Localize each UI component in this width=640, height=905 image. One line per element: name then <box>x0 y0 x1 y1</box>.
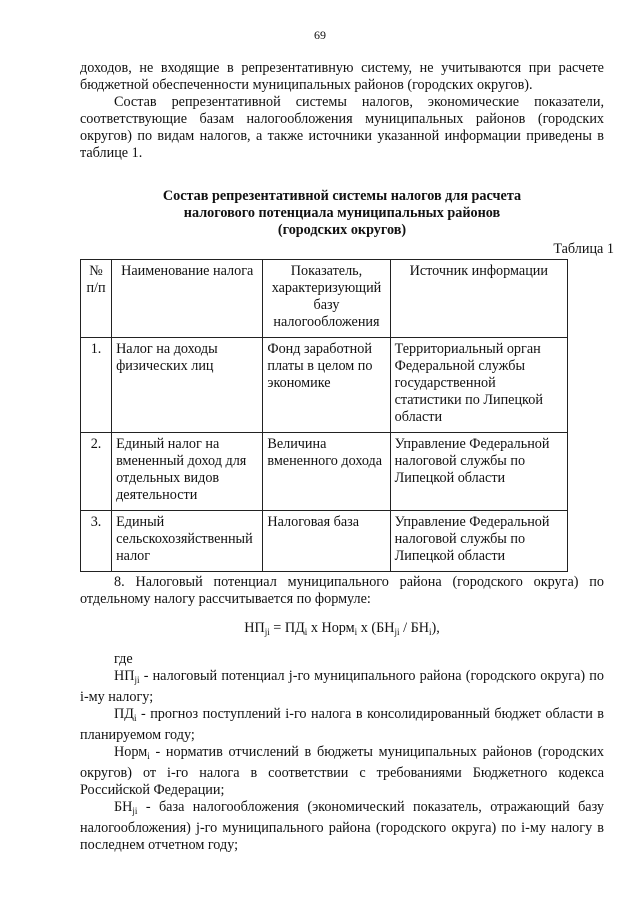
paragraph-8: 8. Налоговый потенциал муниципального района (городского округа) по отдельному налогу рассчитывается по формуле: <box>80 574 604 607</box>
definition-text: - база налогообложения (экономический показатель, отражающий базу налогообложения) j-го муниципального района (городского округа) по i-му налогу в последнем отчетном году; <box>80 799 604 853</box>
definition-text: - налоговый потенциал j-го муниципального района (городского округа) по i-му налогу; <box>80 668 604 705</box>
formula-open-paren: ( <box>371 620 377 636</box>
table-caption <box>80 188 604 239</box>
formula-bn-total: БН <box>410 620 429 636</box>
row-number: 3. <box>81 511 112 572</box>
where-label: где <box>114 651 133 667</box>
definition-subscript: ji <box>134 675 140 685</box>
caption-line: (городских округов) <box>277 222 407 238</box>
definition-subscript: i <box>133 713 137 723</box>
header-number: № п/п <box>81 260 112 338</box>
definition-item <box>80 668 604 706</box>
formula: $НП_{ji} = ПД_i$ х Норм$_i$ х $(БН_{ji} / БН_i)$, <box>244 620 440 637</box>
definition-item <box>80 744 604 799</box>
header-indicator: Показатель, характеризующий базу налогообложения <box>263 260 390 338</box>
formula-bn-sub: ji <box>394 627 400 637</box>
table-label: Таблица 1 <box>553 241 614 257</box>
formula-np-sub: ji <box>264 627 270 637</box>
row-number: 1. <box>81 338 112 433</box>
formula-close-paren: ), <box>431 620 440 636</box>
definition-symbol: БН <box>114 799 133 815</box>
intro-paragraph-1: доходов, не входящие в репрезентативную систему, не учитываются при расчете бюджетной обеспеченности муниципальных районов (городских округов). <box>80 60 604 93</box>
definition-symbol: НП <box>114 668 135 684</box>
table-header-row <box>81 260 568 338</box>
row-tax-name: Единый налог на вмененный доход для отдельных видов деятельности <box>112 433 263 511</box>
row-indicator: Фонд заработной платы в целом по экономике <box>263 338 390 433</box>
formula-pd: ПД <box>284 620 305 636</box>
definition-item <box>80 799 604 854</box>
table-row <box>81 433 568 511</box>
formula-bn: БН <box>376 620 395 636</box>
definition-text: - прогноз поступлений i-го налога в консолидированный бюджет области в планируемом году; <box>80 706 604 743</box>
definition-symbol: Норм <box>114 744 148 760</box>
formula-times: х <box>310 620 318 636</box>
definition-item <box>80 706 604 744</box>
table-row <box>81 511 568 572</box>
row-indicator: Величина вмененного дохода <box>263 433 390 511</box>
row-tax-name: Налог на доходы физических лиц <box>112 338 263 433</box>
row-tax-name: Единый сельскохозяйственный налог <box>112 511 263 572</box>
formula-np: НП <box>244 620 265 636</box>
formula-slash: / <box>403 620 408 636</box>
definition-symbol: ПД <box>114 706 134 722</box>
formula-norm: Норм <box>321 620 355 636</box>
formula-times: х <box>360 620 368 636</box>
definition-subscript: ji <box>132 806 138 816</box>
header-source: Источник информации <box>390 260 567 338</box>
document-body <box>80 60 614 854</box>
formula-bn-total-sub: i <box>428 627 432 637</box>
row-source: Управление Федеральной налоговой службы по Липецкой области <box>390 511 567 572</box>
tax-system-table <box>80 259 568 572</box>
definition-subscript: i <box>147 751 150 761</box>
intro-paragraph-2: Состав репрезентативной системы налогов, экономические показатели, соответствующие базам налогообложения муниципальных районов (городских округов) по видам налогов, а также источники указанной информации приведены в таблице 1. <box>80 94 604 161</box>
row-source: Управление Федеральной налоговой службы по Липецкой области <box>390 433 567 511</box>
page-number: 69 <box>314 28 326 42</box>
caption-line: налогового потенциала муниципальных районов <box>183 205 501 221</box>
header-tax-name: Наименование налога <box>112 260 263 338</box>
formula-pd-sub: i <box>304 627 308 637</box>
row-number: 2. <box>81 433 112 511</box>
row-indicator: Налоговая база <box>263 511 390 572</box>
table-row <box>81 338 568 433</box>
caption-line: Состав репрезентативной системы налогов для расчета <box>162 188 522 204</box>
definition-text: - норматив отчислений в бюджеты муниципальных районов (городских округов) от i-го налога в соответствии с требованиями Бюджетного кодекса Российской Федерации; <box>80 744 604 798</box>
formula-norm-sub: i <box>354 627 358 637</box>
row-source: Территориальный орган Федеральной службы государственной статистики по Липецкой области <box>390 338 567 433</box>
